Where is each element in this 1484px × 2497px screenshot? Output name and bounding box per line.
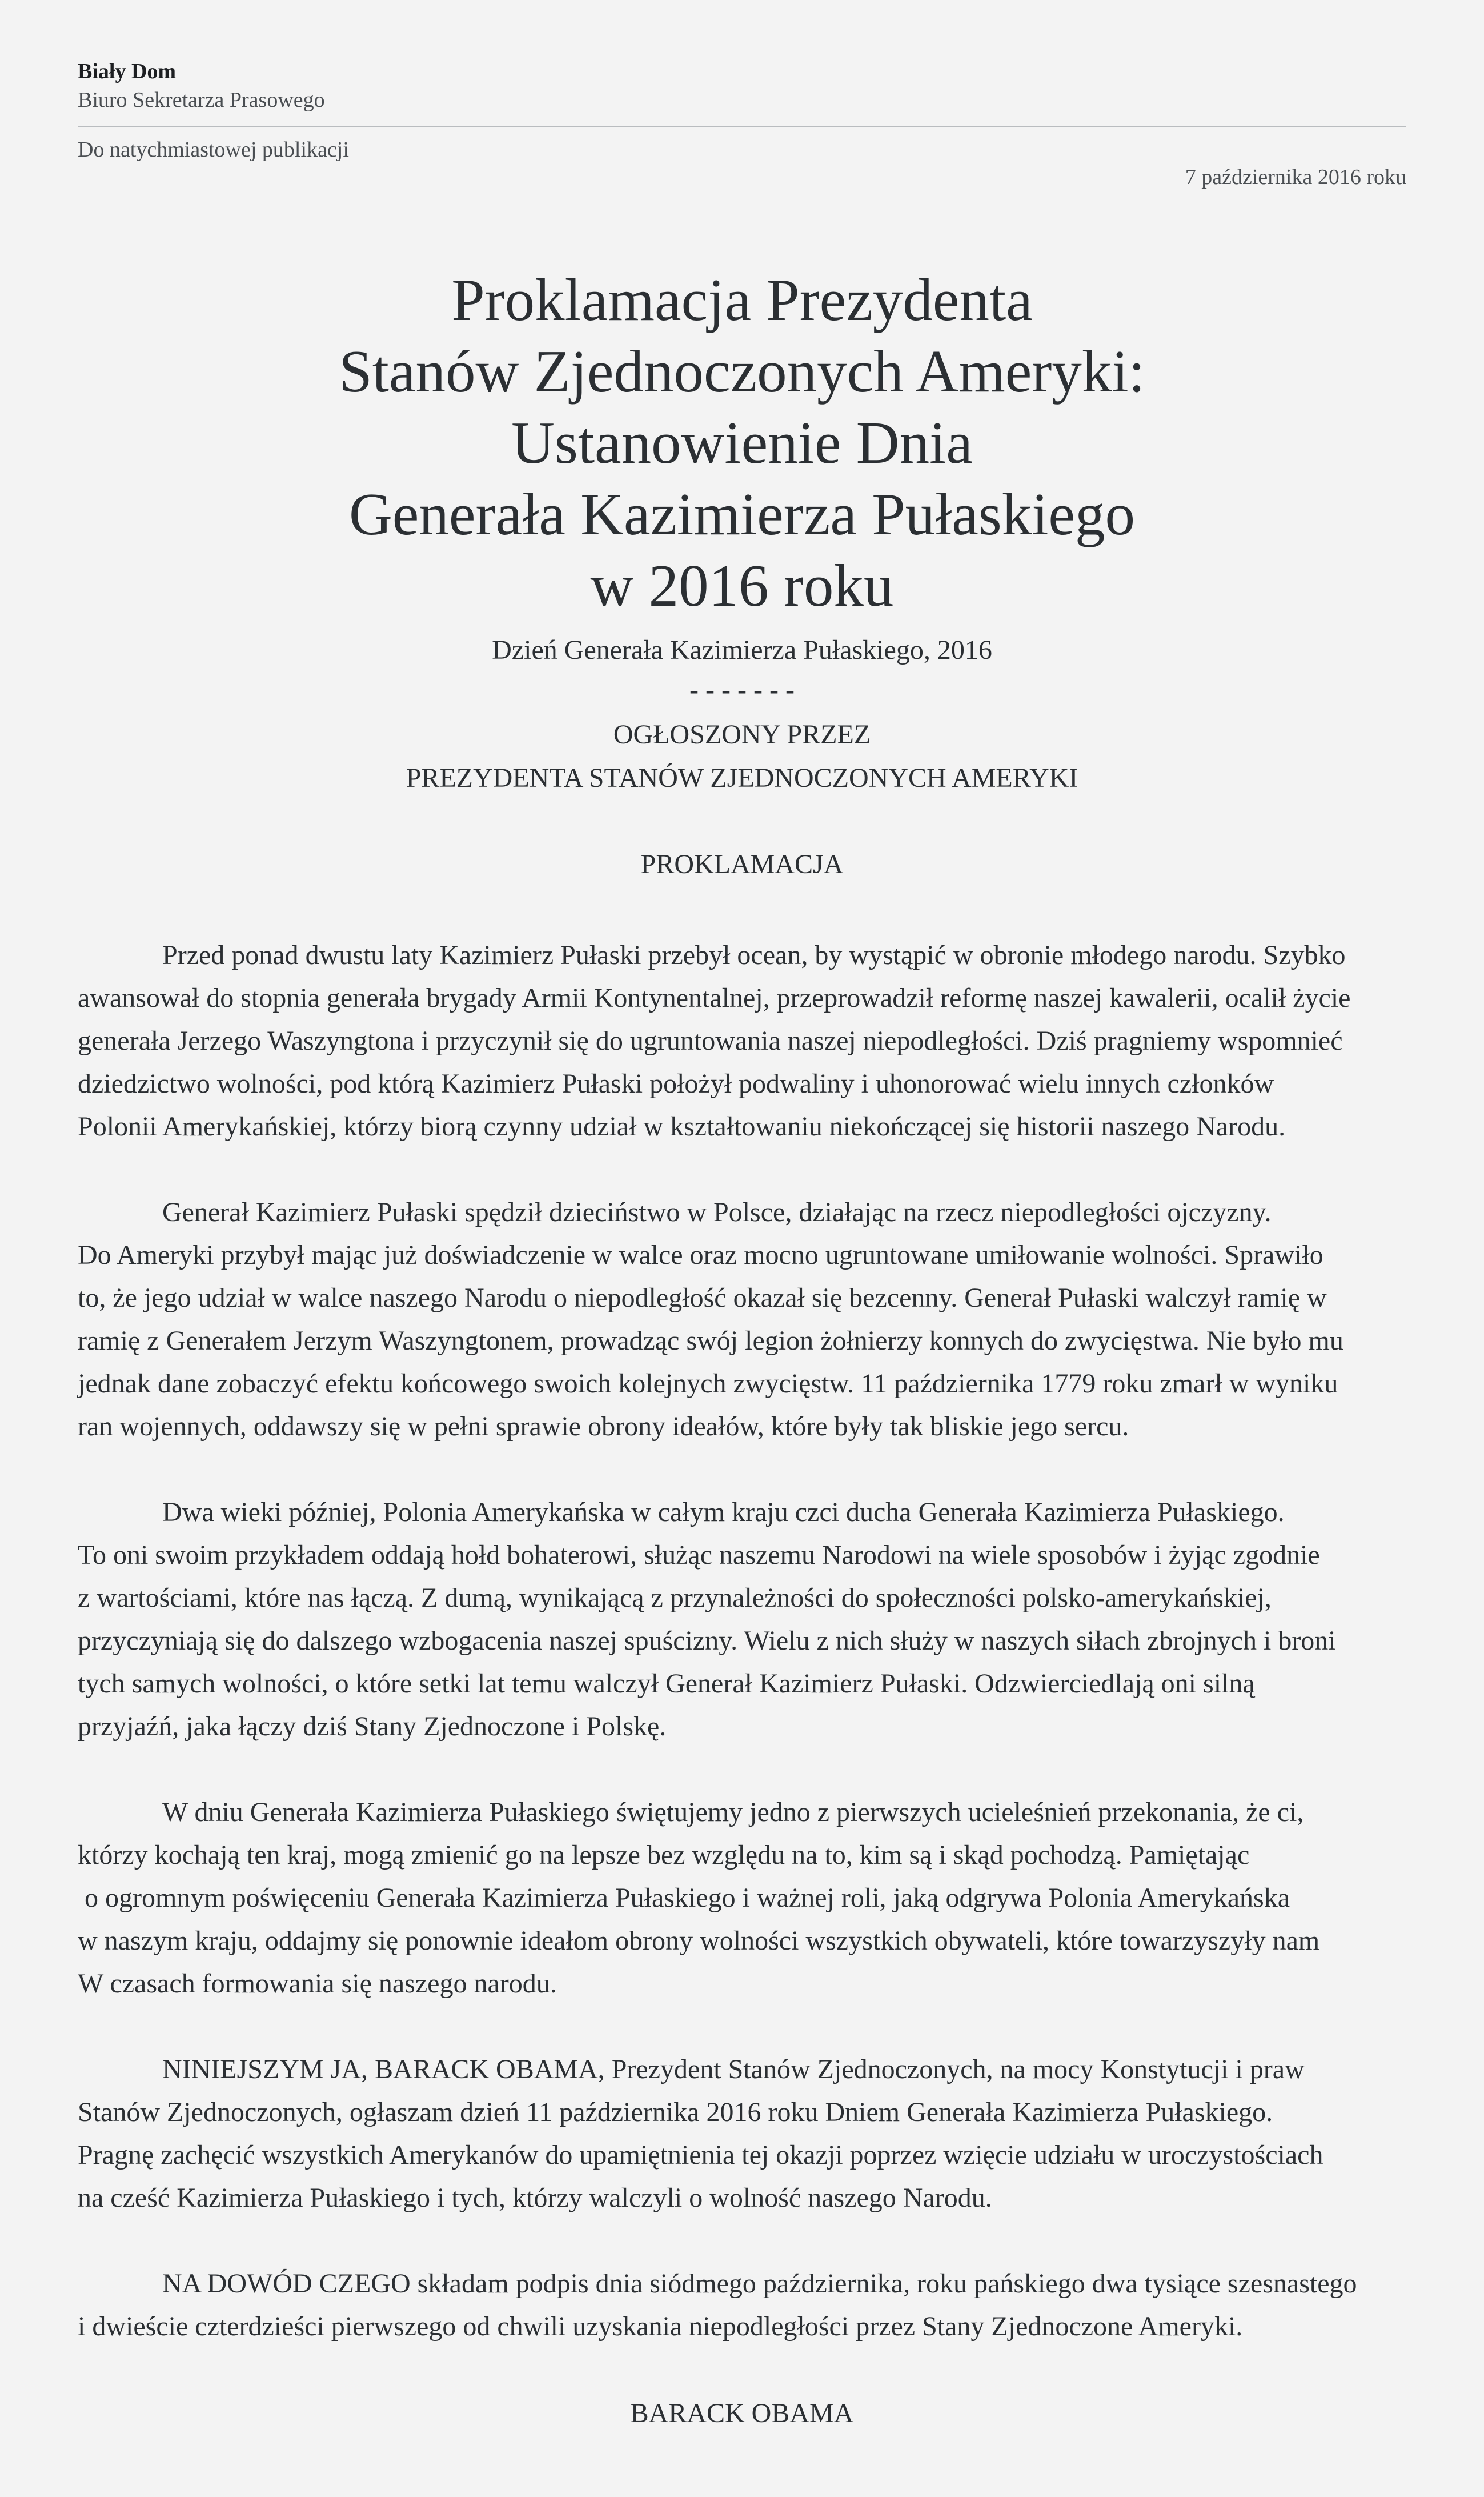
paragraph-line: na cześć Kazimierza Pułaskiego i tych, którzy walczyli o wolność naszego Narodu. xyxy=(78,2183,992,2213)
proclamation-body xyxy=(78,934,1406,2391)
paragraph-line: jednak dane zobaczyć efektu końcowego swoich kolejnych zwycięstw. 11 października 1779 roku zmarł w wyniku xyxy=(78,1368,1338,1399)
paragraph-line: ran wojennych, oddawszy się w pełni sprawie obrony ideałów, które były tak bliskie jego sercu. xyxy=(78,1411,1129,1442)
paragraph-line: w naszym kraju, oddajmy się ponownie ideałom obrony wolności wszystkich obywateli, które towarzyszyły nam xyxy=(78,1926,1320,1956)
signature: BARACK OBAMA xyxy=(630,2398,854,2428)
title-line: w 2016 roku xyxy=(590,552,894,619)
paragraph xyxy=(78,2048,1406,2219)
paragraph-line: W czasach formowania się naszego narodu. xyxy=(78,1968,557,1999)
paragraph-line: Pragnę zachęcić wszystkich Amerykanów do upamiętnienia tej okazji poprzez wzięcie udziału w uroczystościach xyxy=(78,2140,1323,2170)
title-line: Generała Kazimierza Pułaskiego xyxy=(348,481,1136,547)
paragraph-line: z wartościami, które nas łączą. Z dumą, wynikającą z przynależności do społeczności polsko-amerykańskiej, xyxy=(78,1583,1272,1613)
header-block xyxy=(78,57,325,114)
paragraph-line: NINIEJSZYM JA, BARACK OBAMA, Prezydent Stanów Zjednoczonych, na mocy Konstytucji i praw xyxy=(162,2054,1305,2084)
byline-line-1: OGŁOSZONY PRZEZ xyxy=(613,719,871,750)
paragraph xyxy=(78,2262,1406,2348)
header-divider xyxy=(78,126,1406,127)
subtitle: Dzień Generała Kazimierza Pułaskiego, 2016 xyxy=(492,635,992,665)
paragraph-line: którzy kochają ten kraj, mogą zmienić go na lepsze bez względu na to, kim są i skąd pochodzą. Pamiętając xyxy=(78,1840,1250,1870)
paragraph-line: Stanów Zjednoczonych, ogłaszam dzień 11 października 2016 roku Dniem Generała Kazimierza Pułaskiego. xyxy=(78,2097,1273,2127)
paragraph-line: dziedzictwo wolności, pod którą Kazimierz Pułaski położył podwaliny i uhonorować wielu innych członków xyxy=(78,1069,1274,1099)
paragraph-line: przyczyniają się do dalszego wzbogacenia naszej spuścizny. Wielu z nich służy w naszych siłach zbrojnych i broni xyxy=(78,1626,1336,1656)
paragraph-line: ramię z Generałem Jerzym Waszyngtonem, prowadząc swój legion żołnierzy konnych do zwycięstwa. Nie było mu xyxy=(78,1326,1343,1356)
paragraph-line: Dwa wieki później, Polonia Amerykańska w całym kraju czci ducha Generała Kazimierza Pułaskiego. xyxy=(162,1497,1285,1527)
byline-line-2: PREZYDENTA STANÓW ZJEDNOCZONYCH AMERYKI xyxy=(406,763,1078,793)
title-line: Ustanowienie Dnia xyxy=(511,409,973,476)
organization-name: Biały Dom xyxy=(78,59,177,83)
paragraph xyxy=(78,1491,1406,1748)
separator: - - - - - - - xyxy=(689,675,795,705)
title-line: Proklamacja Prezydenta xyxy=(451,266,1033,333)
paragraph xyxy=(78,1191,1406,1448)
title-line: Stanów Zjednoczonych Ameryki: xyxy=(339,338,1145,405)
paragraph-line: to, że jego udział w walce naszego Narodu o niepodległość okazał się bezcenny. Generał Pułaski walczył ramię w xyxy=(78,1283,1327,1313)
proclamation-heading: PROKLAMACJA xyxy=(640,849,844,879)
paragraph-line: tych samych wolności, o które setki lat temu walczył Generał Kazimierz Pułaski. Odzwierciedlają oni silną xyxy=(78,1668,1255,1699)
paragraph xyxy=(78,934,1406,1148)
release-notice: Do natychmiastowej publikacji xyxy=(78,138,349,162)
paragraph-line: przyjaźń, jaka łączy dziś Stany Zjednoczone i Polskę. xyxy=(78,1711,667,1742)
paragraph-line: NA DOWÓD CZEGO składam podpis dnia siódmego października, roku pańskiego dwa tysiące szesnastego xyxy=(162,2268,1357,2299)
paragraph-line: Generał Kazimierz Pułaski spędził dzieciństwo w Polsce, działając na rzecz niepodległości ojczyzny. xyxy=(162,1197,1272,1227)
paragraph-line: W dniu Generała Kazimierza Pułaskiego świętujemy jedno z pierwszych ucieleśnień przekonania, że ci, xyxy=(162,1797,1304,1827)
paragraph-line: To oni swoim przykładem oddają hołd bohaterowi, służąc naszemu Narodowi na wiele sposobów i żyjąc zgodnie xyxy=(78,1540,1320,1570)
release-date: 7 października 2016 roku xyxy=(1185,165,1406,189)
document-title xyxy=(78,264,1406,621)
paragraph-line: o ogromnym poświęceniu Generała Kazimierza Pułaskiego i ważnej roli, jaką odgrywa Polonia Amerykańska xyxy=(78,1883,1290,1913)
paragraph-line: Polonii Amerykańskiej, którzy biorą czynny udział w kształtowaniu niekończącej się historii naszego Narodu. xyxy=(78,1111,1286,1142)
paragraph-line: generała Jerzego Waszyngtona i przyczynił się do ugruntowania naszej niepodległości. Dziś pragniemy wspomnieć xyxy=(78,1026,1343,1056)
paragraph-line: awansował do stopnia generała brygady Armii Kontynentalnej, przeprowadził reformę naszej kawalerii, ocalił życie xyxy=(78,983,1351,1013)
paragraph-line: Do Ameryki przybył mając już doświadczenie w walce oraz mocno ugruntowane umiłowanie wolności. Sprawiło xyxy=(78,1240,1323,1270)
paragraph xyxy=(78,1791,1406,2005)
paragraph-line: Przed ponad dwustu laty Kazimierz Pułaski przebył ocean, by wystąpić w obronie młodego narodu. Szybko xyxy=(162,940,1346,970)
paragraph-line: i dwieście czterdzieści pierwszego od chwili uzyskania niepodległości przez Stany Zjednoczone Ameryki. xyxy=(78,2311,1243,2342)
office-name: Biuro Sekretarza Prasowego xyxy=(78,88,325,112)
